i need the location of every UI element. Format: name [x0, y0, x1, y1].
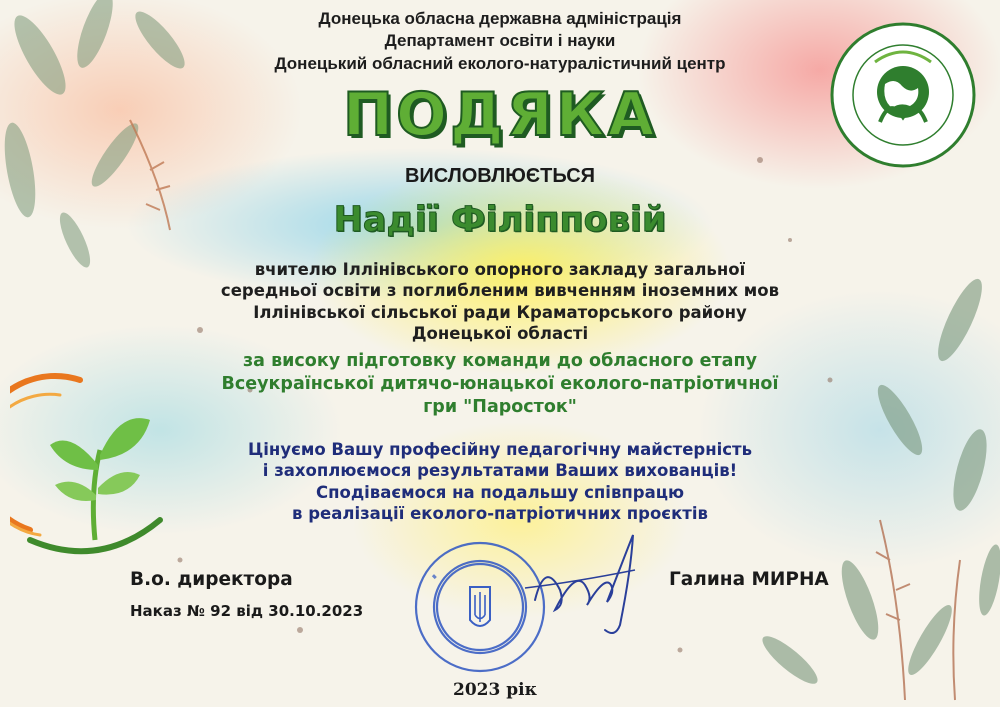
position-line: вчителю Іллінівського опорного закладу загальної [254, 260, 746, 279]
position-line: середньої освіти з поглибленим вивченням іноземних мов [220, 281, 780, 300]
eco-center-logo-icon [830, 22, 976, 168]
reason-line: за високу підготовку команди до обласного етапу [243, 351, 757, 371]
position-line: Іллінівської сільської ради Краматорського району [253, 303, 747, 322]
appreciation-line: Цінуємо Вашу професійну педагогічну майстерність [247, 440, 753, 459]
appreciation-line: і захоплюємося результатами Ваших вихованців! [262, 461, 738, 480]
appreciation-line: в реалізації еколого-патріотичних проєктів [292, 504, 708, 523]
reason-line: гри "Паросток" [423, 397, 577, 417]
certificate-year: 2023 рік [453, 680, 537, 700]
signatory-name: Галина МИРНА [669, 569, 829, 590]
signatory-role: В.о. директора [130, 569, 293, 590]
position-line: Донецької області [411, 324, 589, 343]
order-reference: Наказ № 92 від 30.10.2023 [130, 602, 364, 620]
recipient-name: Надії Філіпповій [333, 200, 667, 240]
sprout-logo-icon [10, 370, 170, 560]
header-administration: Донецька обласна державна адміністрація [318, 9, 682, 28]
handwritten-signature [515, 530, 645, 640]
expressed-label: ВИСЛОВЛЮЄТЬСЯ [404, 165, 596, 187]
appreciation-line: Сподіваємося на подальшу співпрацю [315, 483, 685, 502]
header-center: Донецький обласний еколого-натуралістичний центр [274, 54, 726, 73]
reason-line: Всеукраїнської дитячо-юнацької еколого-патріотичної [221, 374, 779, 394]
header-department: Департамент освіти і науки [384, 31, 616, 50]
certificate-title: ПОДЯКА [342, 80, 658, 150]
